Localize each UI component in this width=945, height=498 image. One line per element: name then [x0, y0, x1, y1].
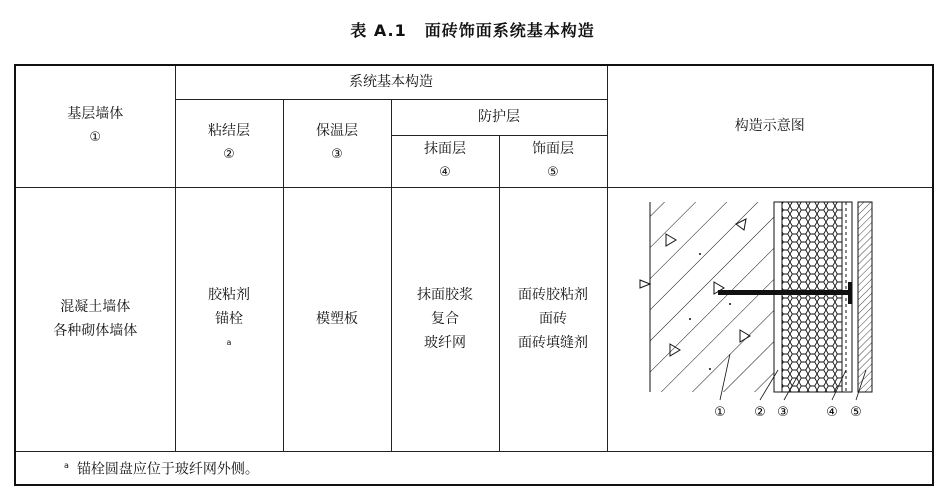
header-system-structure: 系统基本构造: [175, 65, 607, 99]
diagram-label-3: ③: [776, 405, 789, 420]
construction-table: [14, 64, 934, 486]
footnote-mark: a: [64, 460, 69, 470]
header-diagram: 构造示意图: [607, 65, 933, 187]
footnote: [15, 451, 933, 485]
insulation-layer: [782, 202, 842, 392]
table-title: [0, 18, 945, 41]
cell-plaster: 抹面胶浆 复合 玻纤网: [391, 187, 499, 451]
header-base-wall: 基层墙体 ①: [15, 65, 175, 187]
bonding-layer: [774, 202, 782, 392]
diagram-label-1: ①: [713, 405, 726, 420]
base-wall-layer: [640, 202, 774, 392]
cell-bonding: 胶粘剂 锚栓 a: [175, 187, 283, 451]
cell-diagram: [607, 187, 933, 451]
header-insulation-layer: 保温层 ③: [283, 99, 391, 187]
header-bonding-layer: 粘结层 ②: [175, 99, 283, 187]
header-protective-layer: 防护层: [391, 99, 607, 135]
table-number: 表 A.1: [350, 21, 407, 40]
diagram-label-4: ④: [825, 405, 838, 420]
table-caption: 面砖饰面系统基本构造: [424, 21, 595, 40]
footnote-text: 锚栓圆盘应位于玻纤网外侧。: [76, 461, 259, 478]
diagram-label-2: ②: [753, 405, 766, 420]
cell-finish: 面砖胶粘剂 面砖 面砖填缝剂: [499, 187, 607, 451]
cell-insulation: 模塑板: [283, 187, 391, 451]
header-finish-layer: 饰面层 ⑤: [499, 135, 607, 187]
header-plaster-layer: 抹面层 ④: [391, 135, 499, 187]
cell-base-wall: 混凝土墙体 各种砌体墙体: [15, 187, 175, 451]
construction-diagram: [610, 194, 930, 444]
diagram-label-5: ⑤: [849, 405, 862, 420]
note-reference: a: [226, 338, 232, 347]
finish-tile-layer: [858, 202, 872, 392]
